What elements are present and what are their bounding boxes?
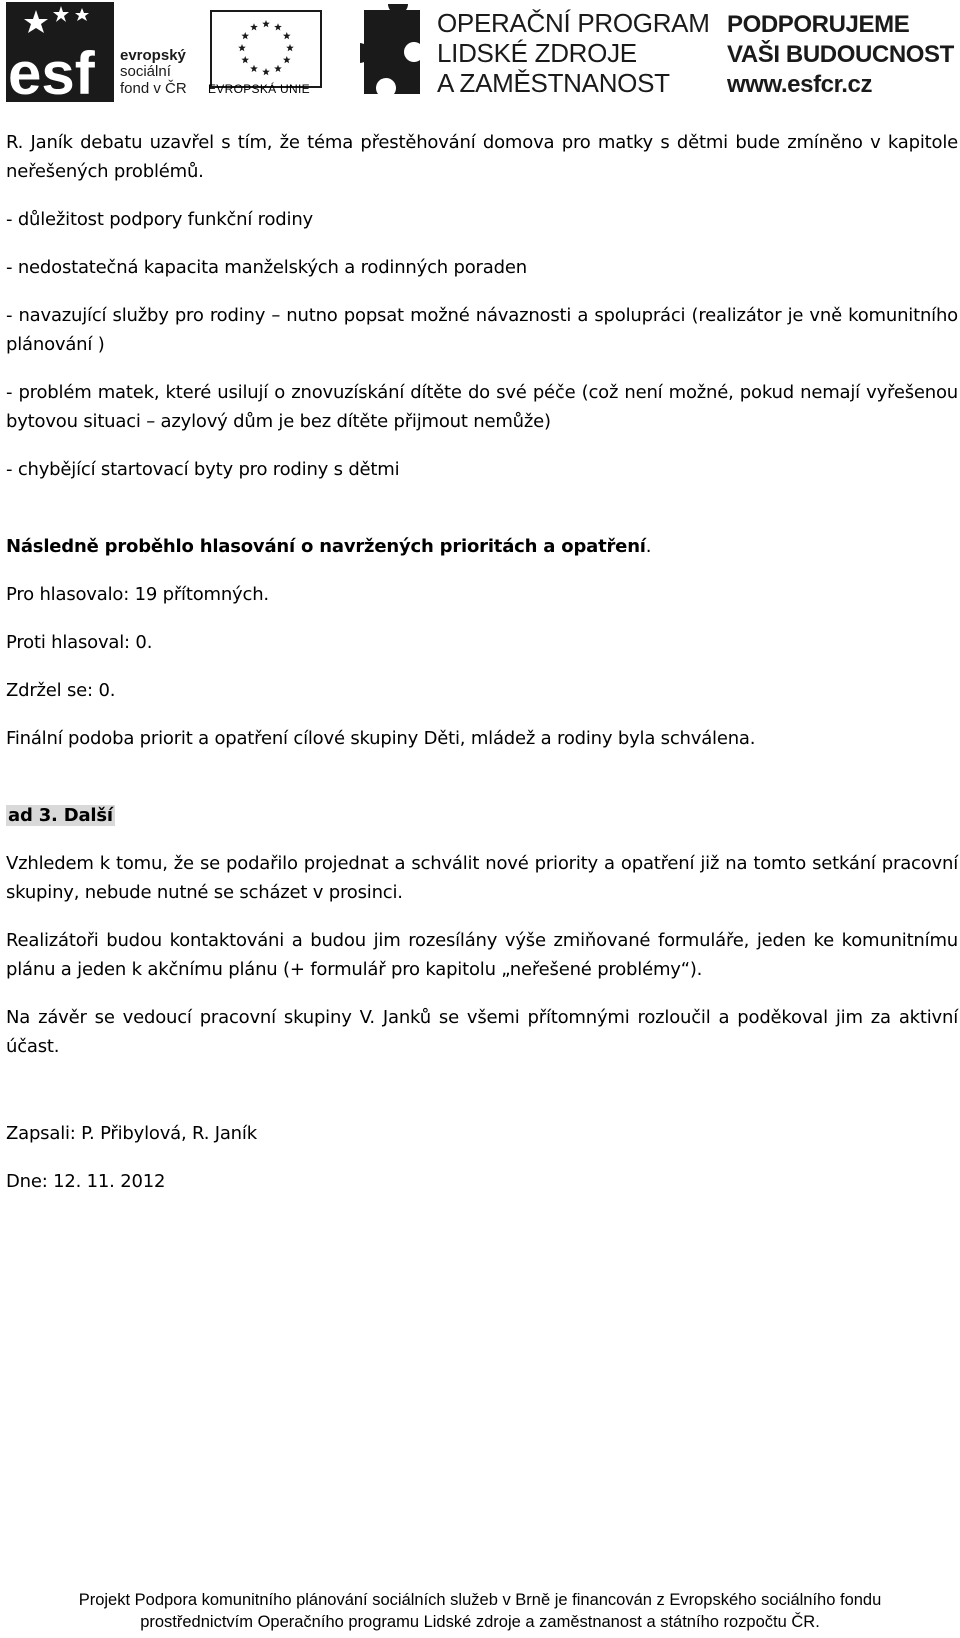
footer-line-1: Projekt Podpora komunitního plánování sociálních služeb v Brně je financován z Evropského sociálního fondu: [78, 1591, 882, 1609]
op-puzzle-logo: [360, 4, 424, 98]
bullet-3: - navazující služby pro rodiny – nutno popsat možné návaznosti a spolupráci (realizátor je vně komunitního plánování ): [6, 305, 958, 355]
eu-caption: EVROPSKÁ UNIE: [208, 82, 310, 96]
paragraph-next-meeting: Vzhledem k tomu, že se podařilo projednat a schválit nové priority a opatření již na tomto setkání pracovní skupiny, nebude nutné se scházet v prosinci.: [6, 853, 958, 903]
support-slogan: [727, 10, 954, 100]
op-line-2: LIDSKÉ ZDROJE: [437, 38, 637, 68]
closing-paragraph: R. Janík debatu uzavřel s tím, že téma přestěhování domova pro matky s dětmi bude zmíněno v kapitole neřešených problémů.: [6, 132, 958, 182]
vote-heading-end: .: [645, 536, 652, 557]
bullet-4: - problém matek, které usilují o znovuzískání dítěte do své péče (což není možné, pokud nemají vyřešenou bytovou situaci – azylový dům je bez dítěte přijmout nemůže): [6, 382, 958, 432]
page-header: [0, 0, 960, 110]
op-program-name: [437, 8, 710, 98]
section-ad3-heading: ad 3. Další: [8, 805, 113, 826]
bullet-2: - nedostatečná kapacita manželských a rodinných poraden: [6, 257, 527, 278]
bullet-1: - důležitost podpory funkční rodiny: [6, 209, 313, 230]
vote-against: Proti hlasoval: 0.: [6, 632, 153, 653]
vote-heading-text: Následně proběhlo hlasování o navržených prioritách a opatření: [6, 536, 646, 557]
esf-logo: [6, 2, 196, 102]
recorded-by: Zapsali: P. Přibylová, R. Janík: [6, 1123, 257, 1144]
op-line-3: A ZAMĚSTNANOST: [437, 68, 670, 98]
vote-result: Finální podoba priorit a opatření cílové skupiny Děti, mládež a rodiny byla schválena.: [6, 728, 756, 749]
vote-for: Pro hlasovalo: 19 přítomných.: [6, 584, 269, 605]
support-line-1: PODPORUJEME: [727, 11, 910, 38]
op-line-1: OPERAČNÍ PROGRAM: [437, 8, 710, 38]
esf-letters: esf: [8, 40, 95, 102]
vote-heading: [6, 532, 958, 561]
esf-word-1: evropský: [120, 47, 186, 64]
paragraph-implementers: Realizátoři budou kontaktováni a budou jim rozesílány výše zmiňované formuláře, jeden ke komunitnímu plánu a jeden k akčnímu plánu (+ formulář pro kapitolu „neřešené problémy“).: [6, 930, 958, 980]
support-url[interactable]: www.esfcr.cz: [727, 71, 873, 98]
support-line-2: VAŠI BUDOUCNOST: [727, 41, 954, 68]
document-body: [6, 128, 958, 1196]
document-date: Dne: 12. 11. 2012: [6, 1171, 166, 1192]
page-footer: [0, 1589, 960, 1633]
vote-abstain: Zdržel se: 0.: [6, 680, 116, 701]
section-ad3: [6, 801, 958, 830]
paragraph-closing: Na závěr se vedoucí pracovní skupiny V. Janků se všemi přítomnými rozloučil a poděkoval jim za aktivní účast.: [6, 1007, 958, 1057]
esf-word-3: fond v ČR: [120, 80, 187, 97]
footer-line-2: prostřednictvím Operačního programu Lidské zdroje a zaměstnanost a státního rozpočtu ČR.: [140, 1613, 820, 1631]
esf-word-2: sociální: [120, 63, 171, 80]
bullet-5: - chybějící startovací byty pro rodiny s dětmi: [6, 459, 400, 480]
